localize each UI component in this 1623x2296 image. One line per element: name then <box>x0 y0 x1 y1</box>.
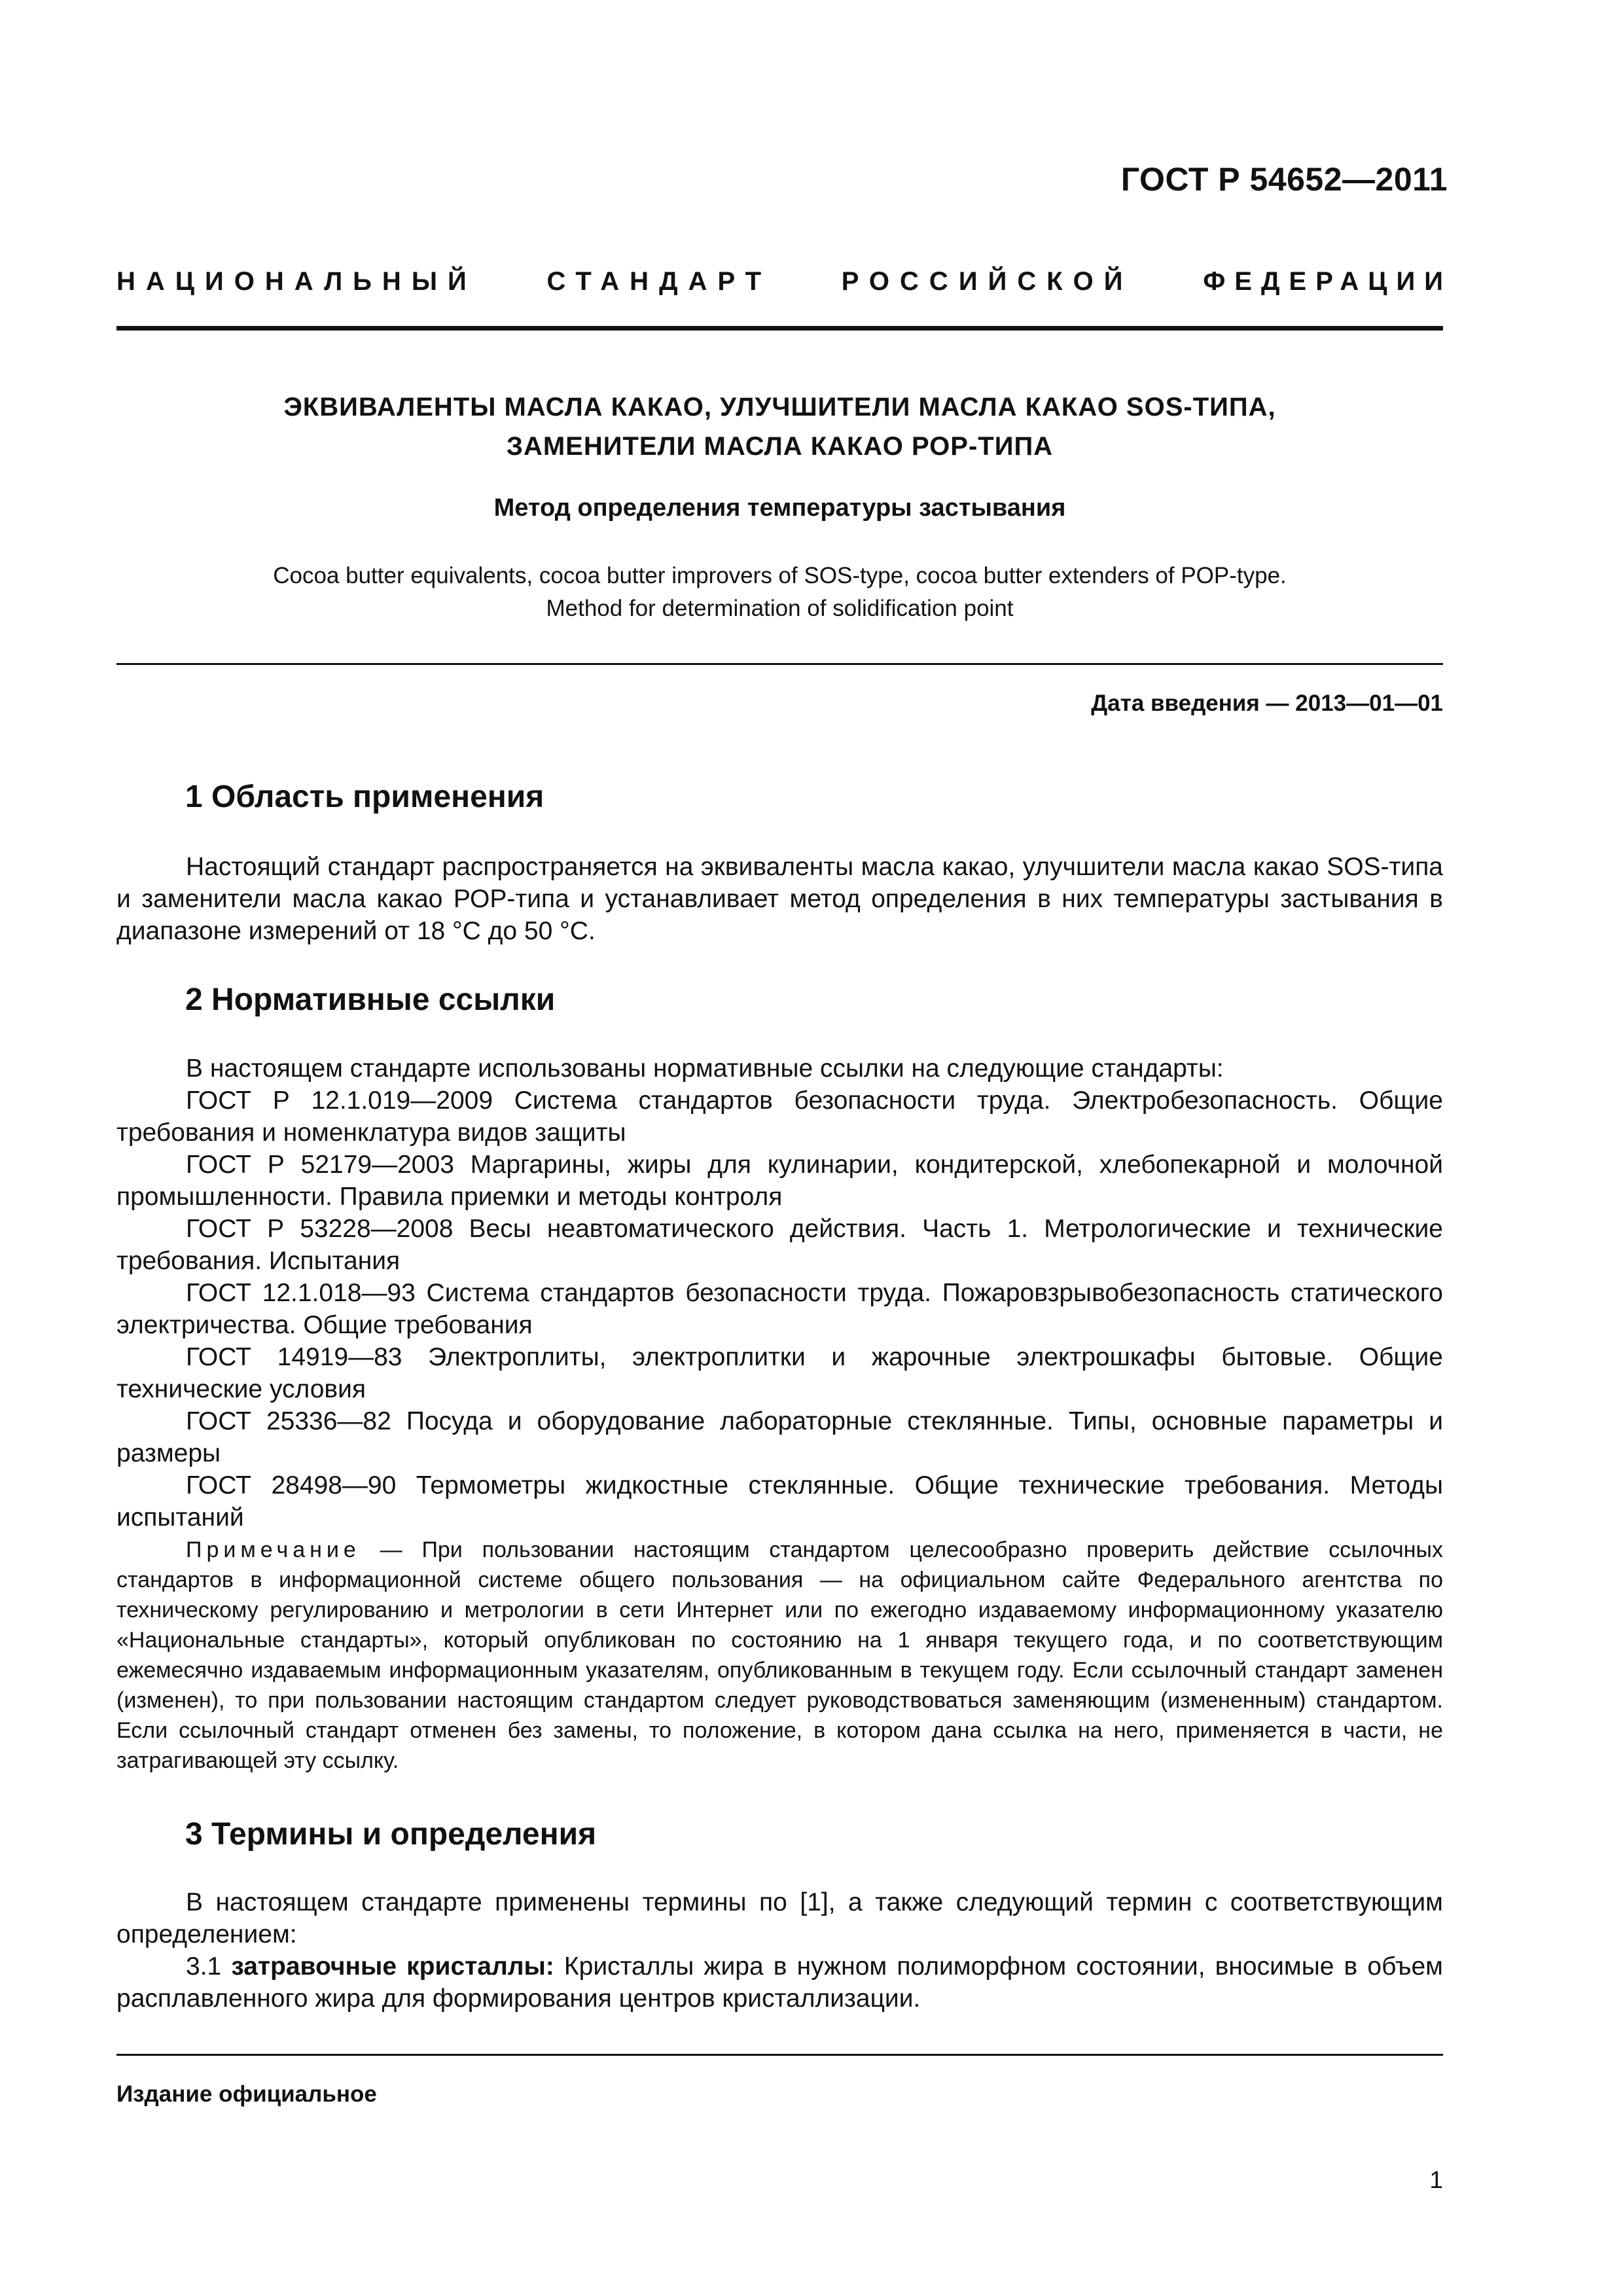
note-paragraph <box>116 1535 1443 1776</box>
note-text: — При пользовании настоящим стандартом целесообразно проверить действие ссылочных стандартов в информационной системе общего пользования — на официальном сайте Федерального агентства по техническому регулированию и метрологии в сети Интернет или по ежегодно издаваемому информационному указателю «Национальные стандарты», который опубликован по состоянию на 1 января текущего года, и по соответствующим ежемесячно издаваемым информационным указателям, опубликованным в текущем году. Если ссылочный стандарт заменен (изменен), то при пользовании настоящим стандартом следует руководствоваться заменяющим (измененным) стандартом. Если ссылочный стандарт отменен без замены, то положение, в котором дана ссылка на него, применяется в части, не затрагивающей эту ссылку. <box>116 1537 1443 1773</box>
effective-date: Дата введения — 2013—01—01 <box>1091 691 1443 716</box>
english-title <box>116 560 1443 625</box>
title-line-1: ЭКВИВАЛЕНТЫ МАСЛА КАКАО, УЛУЧШИТЕЛИ МАСЛА КАКАО SOS-ТИПА, <box>283 393 1276 422</box>
reference-item: ГОСТ Р 12.1.019—2009 Система стандартов безопасности труда. Электробезопасность. Общие требования и номенклатура видов защиты <box>116 1086 1443 1147</box>
standard-code: ГОСТ Р 54652—2011 <box>1120 161 1448 198</box>
page-number: 1 <box>1429 2166 1443 2193</box>
section-2-body <box>116 1052 1443 1534</box>
footer-divider <box>116 2054 1443 2056</box>
title-divider <box>116 663 1443 665</box>
national-standard-banner <box>116 267 1452 296</box>
header-divider <box>116 326 1443 331</box>
title-line-2: ЗАМЕНИТЕЛИ МАСЛА КАКАО РОР-ТИПА <box>506 432 1054 461</box>
section-2-intro: В настоящем стандарте использованы нормативные ссылки на следующие стандарты: <box>186 1054 1224 1083</box>
section-3-intro: В настоящем стандарте применены термины по [1], а также следующий термин с соответствующим определением: <box>116 1888 1443 1948</box>
section-1-heading: 1 Область применения <box>185 780 544 814</box>
note-label: Примечание <box>186 1537 361 1562</box>
term-definition <box>116 1950 1443 2015</box>
section-3-body <box>116 1886 1443 2015</box>
english-title-line-2: Method for determination of solidification point <box>546 596 1014 621</box>
term-name: затравочные кристаллы: <box>231 1952 554 1981</box>
english-title-line-1: Cocoa butter equivalents, cocoa butter improvers of SOS-type, cocoa butter extenders of POP-type. <box>273 563 1287 588</box>
term-text: Кристаллы жира в нужном полиморфном состоянии, вносимые в объем расплавленного жира для формирования центров кристаллизации. <box>116 1952 1443 2013</box>
banner-word: НАЦИОНАЛЬНЫЙ <box>116 267 477 296</box>
official-edition-label: Издание официальное <box>116 2081 377 2107</box>
banner-word: СТАНДАРТ <box>546 267 772 296</box>
section-1-body <box>116 851 1443 947</box>
reference-item: ГОСТ 28498—90 Термометры жидкостные стеклянные. Общие технические требования. Методы испытаний <box>116 1471 1443 1532</box>
reference-item: ГОСТ 14919—83 Электроплиты, электроплитки и жарочные электрошкафы бытовые. Общие технические условия <box>116 1343 1443 1403</box>
reference-item: ГОСТ 25336—82 Посуда и оборудование лабораторные стеклянные. Типы, основные параметры и размеры <box>116 1407 1443 1467</box>
banner-word: РОССИЙСКОЙ <box>841 267 1133 296</box>
document-title <box>116 387 1443 466</box>
reference-item: ГОСТ Р 52179—2003 Маргарины, жиры для кулинарии, кондитерской, хлебопекарной и молочной промышленности. Правила приемки и методы контроля <box>116 1151 1443 1211</box>
section-2-heading: 2 Нормативные ссылки <box>185 982 556 1017</box>
section-1-paragraph: Настоящий стандарт распространяется на эквиваленты масла какао, улучшители масла какао SOS-типа и заменители масла какао РОР-типа и устанавливает метод определения в них температуры застывания в диапазоне измерений от 18 °С до 50 °С. <box>116 853 1443 945</box>
banner-word: ФЕДЕРАЦИИ <box>1203 267 1452 296</box>
document-subtitle: Метод определения температуры застывания <box>493 494 1066 522</box>
section-3-heading: 3 Термины и определения <box>185 1817 597 1852</box>
reference-item: ГОСТ Р 53228—2008 Весы неавтоматического действия. Часть 1. Метрологические и технические требования. Испытания <box>116 1215 1443 1275</box>
references-note <box>116 1535 1443 1776</box>
reference-item: ГОСТ 12.1.018—93 Система стандартов безопасности труда. Пожаровзрывобезопасность статического электричества. Общие требования <box>116 1279 1443 1339</box>
term-number: 3.1 <box>186 1952 222 1981</box>
